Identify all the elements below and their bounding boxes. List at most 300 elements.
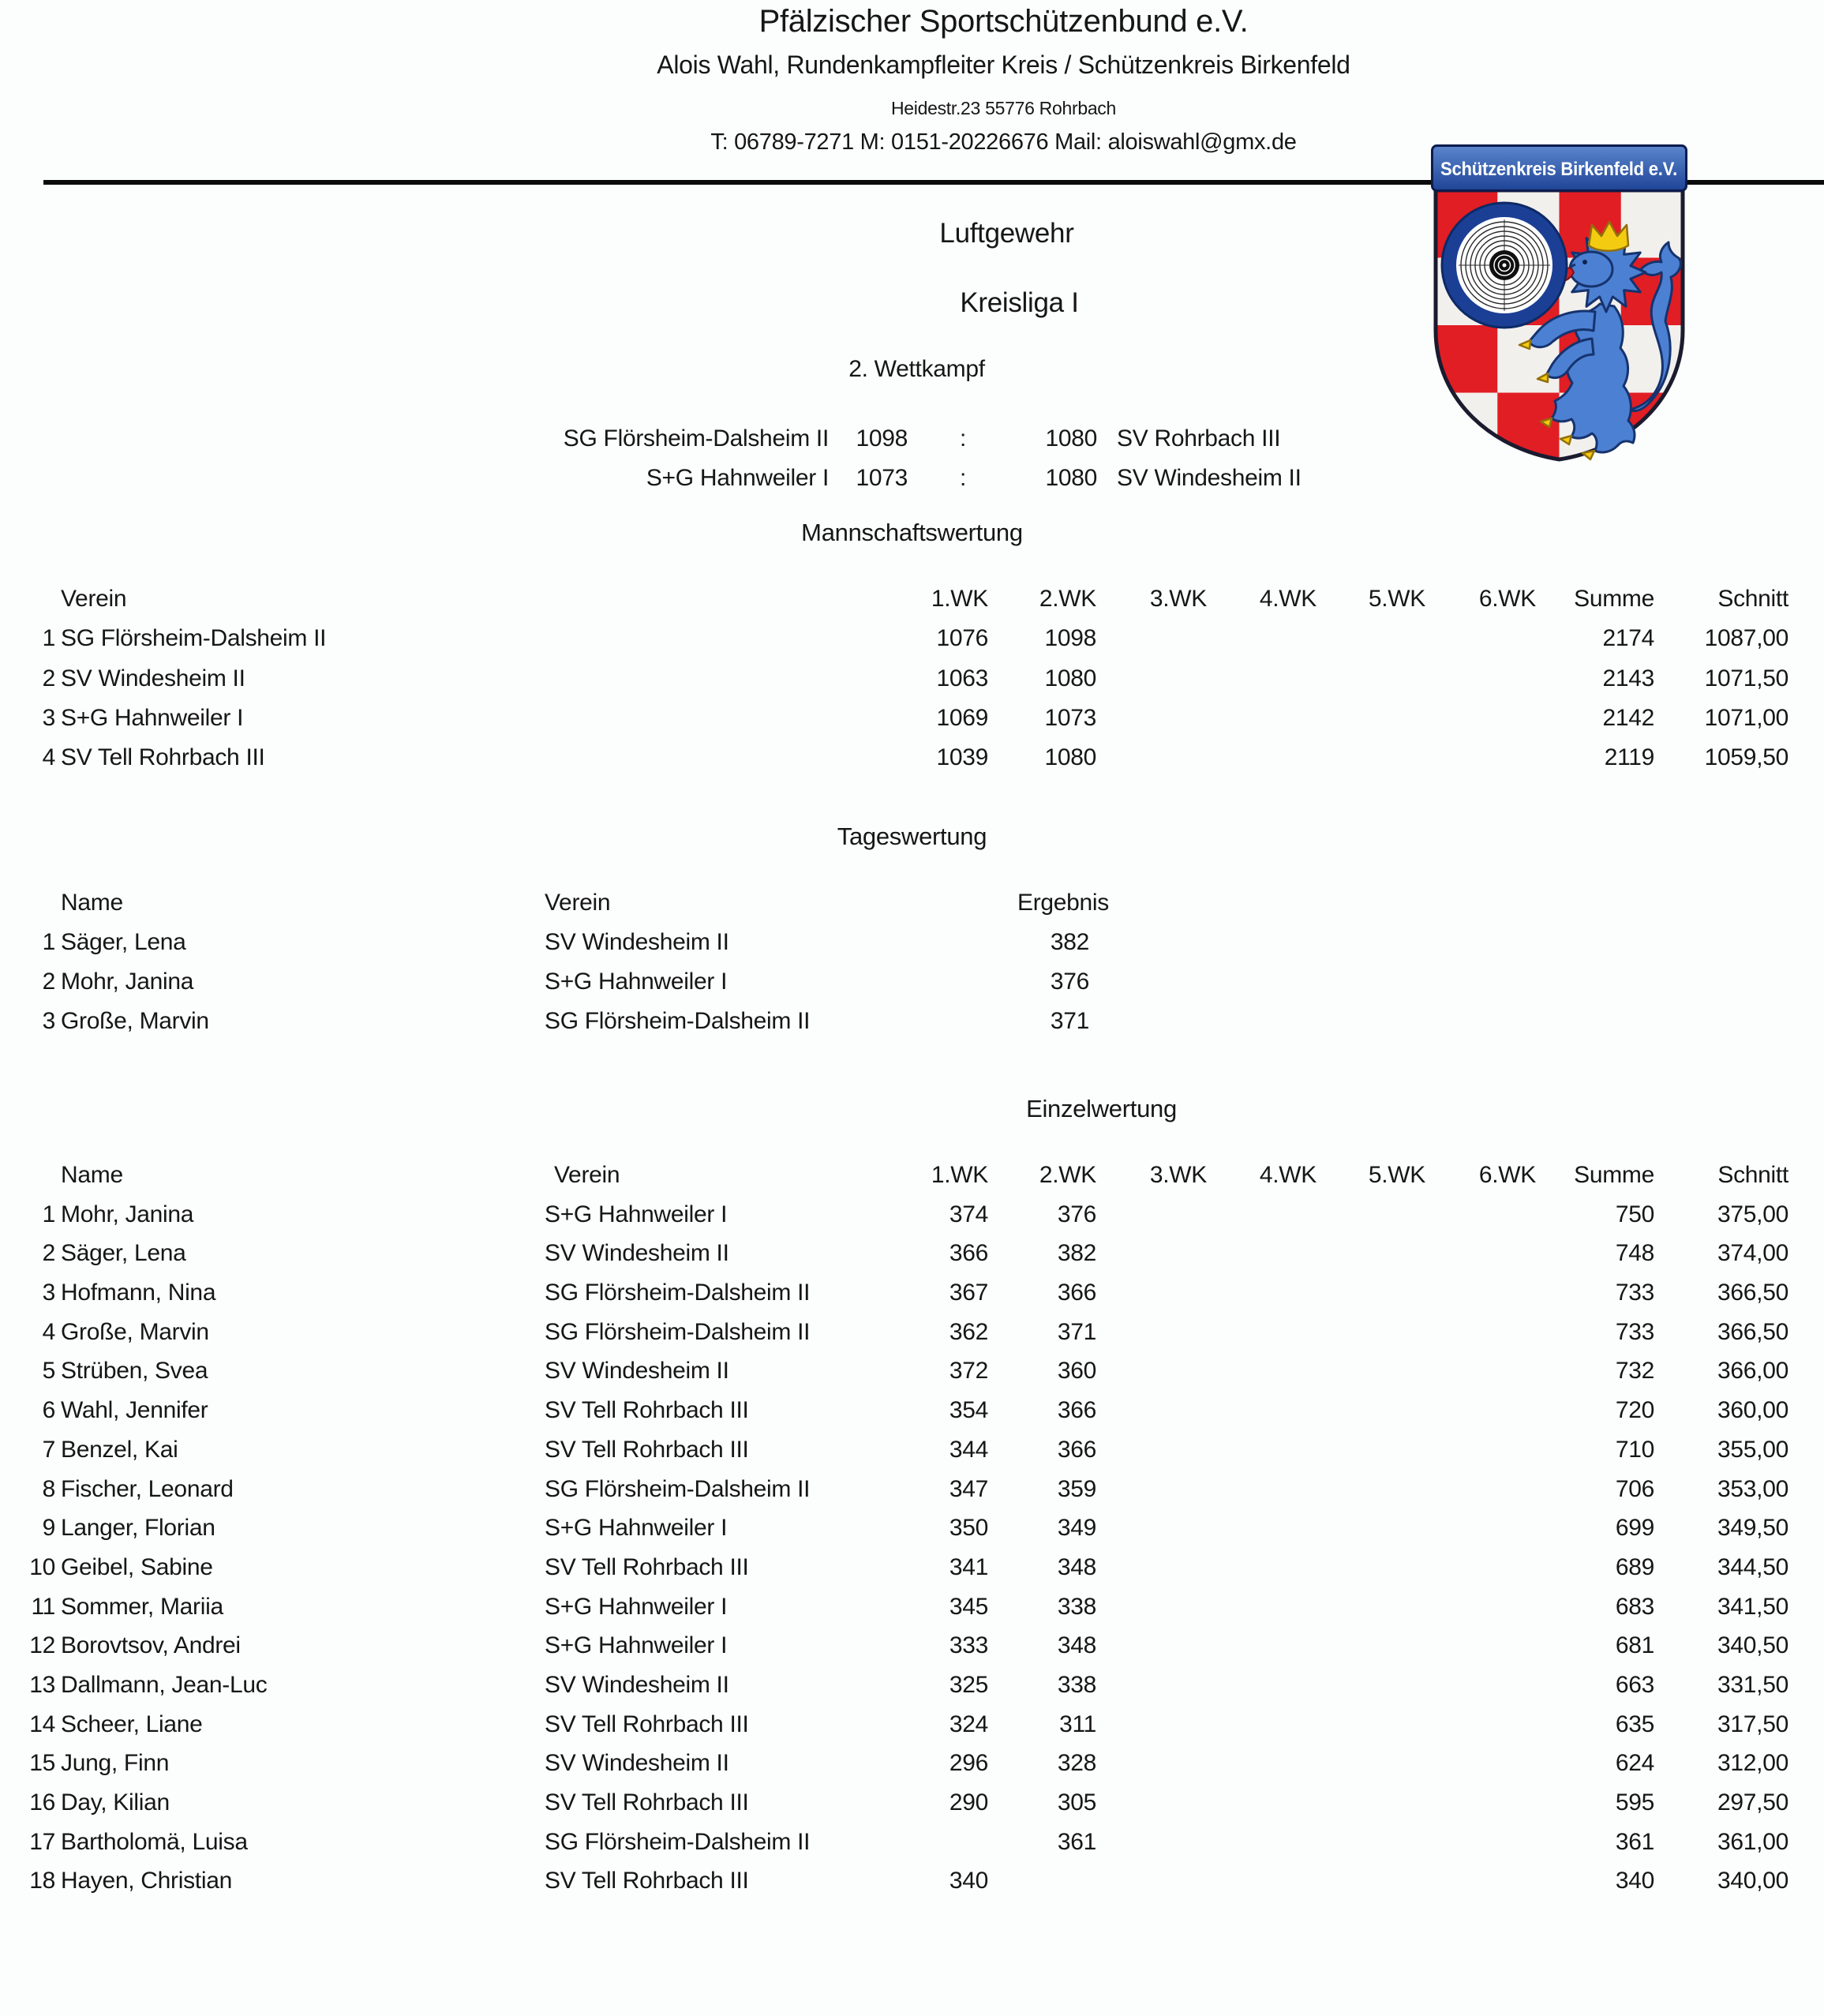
- wk5-cell: [1320, 1508, 1429, 1548]
- wk2-cell: [991, 1861, 1099, 1901]
- org-subtitle: Alois Wahl, Rundenkampfleiter Kreis / Schützenkreis Birkenfeld: [657, 51, 1350, 79]
- wk2-cell: 349: [1057, 1515, 1096, 1542]
- individual-table-row: [0, 1783, 1824, 1823]
- wk3-cell: [1099, 1351, 1210, 1391]
- wk1-cell: 345: [949, 1593, 988, 1620]
- schnitt-cell: 366,00: [1717, 1358, 1788, 1385]
- wk5-cell: [1320, 1234, 1429, 1273]
- wk1-cell: 1069: [936, 704, 988, 731]
- wk3-cell: [1099, 1548, 1210, 1587]
- verein-cell: SG Flörsheim-Dalsheim II: [545, 1318, 811, 1345]
- col-verein: Verein: [554, 1162, 620, 1188]
- wk5-cell: [1320, 1313, 1429, 1352]
- wk5-cell: [1320, 699, 1429, 738]
- summe-cell: 2142: [1602, 704, 1654, 731]
- wk2-cell: 361: [1057, 1828, 1096, 1855]
- wk4-cell: [1210, 1744, 1320, 1783]
- summe-cell: 2174: [1602, 625, 1654, 652]
- col-wk2: 2.WK: [1039, 1162, 1096, 1188]
- org-address: Heidestr.23 55776 Rohrbach: [890, 98, 1116, 118]
- wk4-cell: [1210, 1391, 1320, 1430]
- individual-table-row: [0, 1234, 1824, 1273]
- wk4-cell: [1210, 1861, 1320, 1901]
- schnitt-cell: 341,50: [1717, 1593, 1788, 1620]
- wk4-cell: [1210, 1273, 1320, 1313]
- wk5-cell: [1320, 1626, 1429, 1666]
- wk6-cell: [1429, 1508, 1539, 1548]
- wk2-cell: 359: [1057, 1475, 1096, 1502]
- wk5-cell: [1320, 619, 1429, 658]
- wk6-cell: [1429, 1351, 1539, 1391]
- verein-cell: SV Tell Rohrbach III: [545, 1436, 749, 1463]
- individual-table-row: [0, 1626, 1824, 1666]
- wk2-cell: 305: [1057, 1789, 1096, 1816]
- schnitt-cell: 353,00: [1717, 1475, 1788, 1502]
- summe-cell: 683: [1615, 1593, 1654, 1620]
- schnitt-cell: 366,50: [1717, 1318, 1788, 1345]
- rank-cell: 1: [42, 625, 55, 652]
- verein-cell: SG Flörsheim-Dalsheim II: [545, 1475, 811, 1502]
- verein-cell: SV Windesheim II: [545, 1671, 729, 1698]
- col-wk5: 5.WK: [1368, 1162, 1425, 1188]
- schnitt-cell: 355,00: [1717, 1436, 1788, 1463]
- day-ranking-table: [0, 883, 1824, 1041]
- wk1-cell: 325: [949, 1671, 988, 1698]
- wk2-cell: 366: [1057, 1397, 1096, 1424]
- wk4-cell: [1210, 1313, 1320, 1352]
- team-ranking-heading: Mannschaftswertung: [801, 519, 1023, 546]
- name-cell: Mohr, Janina: [61, 1201, 194, 1227]
- team-table-header: [0, 579, 1824, 619]
- league-title: Kreisliga I: [960, 287, 1079, 318]
- name-cell: Benzel, Kai: [61, 1436, 178, 1463]
- verein-cell: SV Windesheim II: [545, 929, 729, 955]
- wk5-cell: [1320, 1195, 1429, 1235]
- wk3-cell: [1099, 1195, 1210, 1235]
- schnitt-cell: 360,00: [1717, 1397, 1788, 1424]
- wk1-cell: 340: [949, 1868, 988, 1894]
- wk2-cell: 360: [1057, 1358, 1096, 1385]
- match-home-team: SG Flörsheim-Dalsheim II: [563, 425, 829, 452]
- wk4-cell: [1210, 1823, 1320, 1862]
- discipline-title: Luftgewehr: [939, 218, 1074, 249]
- wk6-cell: [1429, 1744, 1539, 1783]
- schnitt-cell: 1087,00: [1704, 625, 1788, 652]
- wk2-cell: 1073: [1044, 704, 1096, 731]
- day-table-body: [0, 923, 1824, 1041]
- club-crest-logo: [1431, 144, 1687, 464]
- wk5-cell: [1320, 738, 1429, 778]
- wk1-cell: 344: [949, 1436, 988, 1463]
- wk4-cell: [1210, 1234, 1320, 1273]
- col-wk4: 4.WK: [1259, 1162, 1317, 1188]
- rank-cell: 8: [42, 1475, 55, 1502]
- wk1-cell: 1063: [936, 665, 988, 691]
- verein-cell: SG Flörsheim-Dalsheim II: [545, 1280, 811, 1306]
- wk1-cell: 362: [949, 1318, 988, 1345]
- wk2-cell: 366: [1057, 1436, 1096, 1463]
- wk1-cell: 1076: [936, 625, 988, 652]
- name-cell: Wahl, Jennifer: [61, 1397, 208, 1424]
- summe-cell: 340: [1615, 1868, 1654, 1894]
- wk2-cell: 338: [1057, 1593, 1096, 1620]
- wk4-cell: [1210, 619, 1320, 658]
- wk6-cell: [1429, 1666, 1539, 1705]
- summe-cell: 635: [1615, 1711, 1654, 1737]
- wk6-cell: [1429, 1705, 1539, 1744]
- wk5-cell: [1320, 1823, 1429, 1862]
- name-cell: Hofmann, Nina: [61, 1280, 216, 1306]
- col-wk6: 6.WK: [1478, 1162, 1536, 1188]
- rank-cell: 17: [29, 1828, 55, 1855]
- wk2-cell: 338: [1057, 1671, 1096, 1698]
- schnitt-cell: 1071,00: [1704, 704, 1788, 731]
- summe-cell: 595: [1615, 1789, 1654, 1816]
- wk6-cell: [1429, 1430, 1539, 1470]
- summe-cell: 733: [1615, 1280, 1654, 1306]
- rank-cell: 9: [42, 1515, 55, 1542]
- individual-table-row: [0, 1508, 1824, 1548]
- col-schnitt: Schnitt: [1717, 586, 1788, 612]
- wk4-cell: [1210, 1430, 1320, 1470]
- wk5-cell: [1320, 1705, 1429, 1744]
- target-emblem: [1442, 203, 1567, 328]
- verein-cell: SV Windesheim II: [61, 665, 245, 691]
- wk5-cell: [1320, 659, 1429, 699]
- individual-table-row: [0, 1705, 1824, 1744]
- wk3-cell: [1099, 1705, 1210, 1744]
- org-contact: T: 06789-7271 M: 0151-20226676 Mail: aloiswahl@gmx.de: [710, 129, 1297, 155]
- summe-cell: 2119: [1604, 744, 1654, 771]
- ergebnis-cell: 376: [1050, 969, 1089, 995]
- verein-cell: SG Flörsheim-Dalsheim II: [545, 1008, 811, 1034]
- name-cell: Große, Marvin: [61, 1318, 209, 1345]
- wk1-cell: 372: [949, 1358, 988, 1385]
- rank-cell: 4: [42, 744, 55, 771]
- rank-cell: 16: [29, 1789, 55, 1816]
- wk5-cell: [1320, 1351, 1429, 1391]
- match-score-separator: :: [959, 465, 967, 491]
- wk1-cell: 354: [949, 1397, 988, 1424]
- summe-cell: 750: [1615, 1201, 1654, 1227]
- wk4-cell: [1210, 1508, 1320, 1548]
- wk2-cell: 348: [1057, 1632, 1096, 1659]
- schnitt-cell: 331,50: [1717, 1671, 1788, 1698]
- rank-cell: 4: [42, 1318, 55, 1345]
- col-name: Name: [61, 890, 123, 916]
- wk6-cell: [1429, 619, 1539, 658]
- summe-cell: 699: [1615, 1515, 1654, 1542]
- summe-cell: 720: [1615, 1397, 1654, 1424]
- wk6-cell: [1429, 1548, 1539, 1587]
- match-home-score: 1098: [856, 425, 908, 452]
- match-home-score: 1073: [856, 465, 908, 491]
- wk1-cell: 350: [949, 1515, 988, 1542]
- wk4-cell: [1210, 1351, 1320, 1391]
- wk6-cell: [1429, 1195, 1539, 1235]
- name-cell: Hayen, Christian: [61, 1868, 232, 1894]
- individual-table-row: [0, 1861, 1824, 1901]
- wk3-cell: [1099, 738, 1210, 778]
- individual-ranking-table: [0, 1156, 1824, 1901]
- wk5-cell: [1320, 1861, 1429, 1901]
- schnitt-cell: 1059,50: [1704, 744, 1788, 771]
- wk3-cell: [1099, 1430, 1210, 1470]
- wk6-cell: [1429, 1391, 1539, 1430]
- wk3-cell: [1099, 1861, 1210, 1901]
- individual-table-row: [0, 1548, 1824, 1587]
- wk6-cell: [1429, 1626, 1539, 1666]
- org-title: Pfälzischer Sportschützenbund e.V.: [758, 4, 1249, 39]
- wk2-cell: 1080: [1044, 744, 1096, 771]
- wk3-cell: [1099, 1508, 1210, 1548]
- individual-table-row: [0, 1587, 1824, 1627]
- wk5-cell: [1320, 1783, 1429, 1823]
- team-table-row: [0, 619, 1824, 658]
- rank-cell: 3: [42, 704, 55, 731]
- day-table-row: [0, 923, 1824, 962]
- verein-cell: SV Windesheim II: [545, 1750, 729, 1777]
- summe-cell: 681: [1615, 1632, 1654, 1659]
- rank-cell: 3: [42, 1008, 55, 1034]
- name-cell: Große, Marvin: [61, 1008, 209, 1034]
- wk2-cell: 311: [1059, 1711, 1096, 1737]
- name-cell: Strüben, Svea: [61, 1358, 208, 1385]
- rank-cell: 2: [42, 665, 55, 691]
- individual-table-row: [0, 1823, 1824, 1862]
- individual-table-row: [0, 1470, 1824, 1509]
- wk6-cell: [1429, 1823, 1539, 1862]
- schnitt-cell: 361,00: [1717, 1828, 1788, 1855]
- rank-cell: 12: [29, 1632, 55, 1659]
- wk5-cell: [1320, 1666, 1429, 1705]
- summe-cell: 663: [1615, 1671, 1654, 1698]
- rank-cell: 5: [42, 1358, 55, 1385]
- schnitt-cell: 297,50: [1717, 1789, 1788, 1816]
- rank-cell: 2: [42, 969, 55, 995]
- wk2-cell: 371: [1057, 1318, 1096, 1345]
- day-table-header: [0, 883, 1824, 923]
- name-cell: Geibel, Sabine: [61, 1553, 213, 1580]
- col-summe: Summe: [1574, 1162, 1654, 1188]
- rank-cell: 13: [29, 1671, 55, 1698]
- wk3-cell: [1099, 1666, 1210, 1705]
- wk3-cell: [1099, 1313, 1210, 1352]
- verein-cell: SG Flörsheim-Dalsheim II: [545, 1828, 811, 1855]
- rank-cell: 1: [42, 1201, 55, 1227]
- verein-cell: SV Tell Rohrbach III: [545, 1553, 749, 1580]
- col-verein: Verein: [545, 890, 611, 916]
- wk6-cell: [1429, 1783, 1539, 1823]
- schnitt-cell: 349,50: [1717, 1515, 1788, 1542]
- individual-table-row: [0, 1195, 1824, 1235]
- wk4-cell: [1210, 1666, 1320, 1705]
- col-wk2: 2.WK: [1039, 586, 1096, 612]
- verein-cell: SV Tell Rohrbach III: [545, 1868, 749, 1894]
- summe-cell: 732: [1615, 1358, 1654, 1385]
- match-away-score: 1080: [1045, 465, 1097, 491]
- col-wk3: 3.WK: [1149, 586, 1207, 612]
- name-cell: Fischer, Leonard: [61, 1475, 234, 1502]
- wk5-cell: [1320, 1587, 1429, 1627]
- match-score-separator: :: [959, 425, 967, 452]
- crest-banner: [1433, 146, 1687, 191]
- wk4-cell: [1210, 699, 1320, 738]
- wk3-cell: [1099, 699, 1210, 738]
- wk3-cell: [1099, 619, 1210, 658]
- summe-cell: 361: [1615, 1828, 1654, 1855]
- summe-cell: 689: [1615, 1553, 1654, 1580]
- wk1-cell: [904, 1823, 991, 1862]
- wk4-cell: [1210, 1783, 1320, 1823]
- wk1-cell: 341: [949, 1553, 988, 1580]
- wk4-cell: [1210, 1195, 1320, 1235]
- name-cell: Borovtsov, Andrei: [61, 1632, 241, 1659]
- verein-cell: SV Tell Rohrbach III: [61, 744, 265, 771]
- name-cell: Mohr, Janina: [61, 969, 194, 995]
- schnitt-cell: 317,50: [1717, 1711, 1788, 1737]
- schnitt-cell: 1071,50: [1704, 665, 1788, 691]
- rank-cell: 15: [29, 1750, 55, 1777]
- name-cell: Dallmann, Jean-Luc: [61, 1671, 268, 1698]
- schnitt-cell: 340,00: [1717, 1868, 1788, 1894]
- day-table-row: [0, 1002, 1824, 1041]
- individual-table-row: [0, 1430, 1824, 1470]
- name-cell: Scheer, Liane: [61, 1711, 203, 1737]
- rank-cell: 2: [42, 1240, 55, 1267]
- ergebnis-cell: 382: [1050, 929, 1089, 955]
- wk6-cell: [1429, 699, 1539, 738]
- wk4-cell: [1210, 1705, 1320, 1744]
- rank-cell: 1: [42, 929, 55, 955]
- col-wk6: 6.WK: [1478, 586, 1536, 612]
- summe-cell: 710: [1615, 1436, 1654, 1463]
- verein-cell: S+G Hahnweiler I: [545, 969, 728, 995]
- schnitt-cell: 374,00: [1717, 1240, 1788, 1267]
- team-table-body: [0, 619, 1824, 778]
- match-away-team: SV Rohrbach III: [1117, 425, 1281, 452]
- wk6-cell: [1429, 738, 1539, 778]
- verein-cell: SV Tell Rohrbach III: [545, 1711, 749, 1737]
- name-cell: Sommer, Mariia: [61, 1593, 223, 1620]
- name-cell: Bartholomä, Luisa: [61, 1828, 248, 1855]
- rank-cell: 14: [29, 1711, 55, 1737]
- col-summe: Summe: [1574, 586, 1654, 612]
- wk6-cell: [1429, 1470, 1539, 1509]
- name-cell: Langer, Florian: [61, 1515, 215, 1542]
- wk3-cell: [1099, 1783, 1210, 1823]
- wk6-cell: [1429, 1861, 1539, 1901]
- wk5-cell: [1320, 1430, 1429, 1470]
- wk4-cell: [1210, 1587, 1320, 1627]
- wk2-cell: 348: [1057, 1553, 1096, 1580]
- wk2-cell: 1098: [1044, 625, 1096, 652]
- schnitt-cell: 344,50: [1717, 1553, 1788, 1580]
- wk3-cell: [1099, 1470, 1210, 1509]
- wk4-cell: [1210, 1548, 1320, 1587]
- round-title: 2. Wettkampf: [848, 356, 985, 382]
- wk5-cell: [1320, 1470, 1429, 1509]
- individual-table-row: [0, 1273, 1824, 1313]
- match-row: [0, 459, 1824, 498]
- col-verein: Verein: [61, 586, 127, 612]
- wk6-cell: [1429, 1273, 1539, 1313]
- team-table-row: [0, 699, 1824, 738]
- col-wk5: 5.WK: [1368, 586, 1425, 612]
- verein-cell: S+G Hahnweiler I: [61, 704, 244, 731]
- rank-cell: 6: [42, 1397, 55, 1424]
- wk1-cell: 1039: [936, 744, 988, 771]
- individual-table-row: [0, 1351, 1824, 1391]
- wk6-cell: [1429, 1313, 1539, 1352]
- wk4-cell: [1210, 738, 1320, 778]
- wk2-cell: 1080: [1044, 665, 1096, 691]
- verein-cell: SV Windesheim II: [545, 1358, 729, 1385]
- individual-table-row: [0, 1744, 1824, 1783]
- wk6-cell: [1429, 1234, 1539, 1273]
- wk1-cell: 367: [949, 1280, 988, 1306]
- rank-cell: 7: [42, 1436, 55, 1463]
- wk5-cell: [1320, 1273, 1429, 1313]
- match-away-team: SV Windesheim II: [1117, 465, 1302, 491]
- individual-table-row: [0, 1666, 1824, 1705]
- individual-table-body: [0, 1195, 1824, 1901]
- schnitt-cell: 340,50: [1717, 1632, 1788, 1659]
- team-ranking-table: [0, 579, 1824, 778]
- summe-cell: 748: [1615, 1240, 1654, 1267]
- verein-cell: S+G Hahnweiler I: [545, 1593, 728, 1620]
- wk1-cell: 296: [949, 1750, 988, 1777]
- ergebnis-cell: 371: [1050, 1008, 1089, 1034]
- wk1-cell: 374: [949, 1201, 988, 1227]
- schnitt-cell: 312,00: [1717, 1750, 1788, 1777]
- wk1-cell: 290: [949, 1789, 988, 1816]
- day-table-row: [0, 962, 1824, 1002]
- wk6-cell: [1429, 1587, 1539, 1627]
- wk3-cell: [1099, 1234, 1210, 1273]
- wk3-cell: [1099, 1391, 1210, 1430]
- name-cell: Day, Kilian: [61, 1789, 170, 1816]
- verein-cell: S+G Hahnweiler I: [545, 1632, 728, 1659]
- wk2-cell: 382: [1057, 1240, 1096, 1267]
- verein-cell: S+G Hahnweiler I: [545, 1201, 728, 1227]
- col-wk3: 3.WK: [1149, 1162, 1207, 1188]
- wk4-cell: [1210, 1470, 1320, 1509]
- name-cell: Säger, Lena: [61, 1240, 186, 1267]
- wk4-cell: [1210, 1626, 1320, 1666]
- schnitt-cell: 375,00: [1717, 1201, 1788, 1227]
- individual-table-row: [0, 1313, 1824, 1352]
- crest-banner-text: Schützenkreis Birkenfeld e.V.: [1440, 159, 1677, 180]
- wk1-cell: 366: [949, 1240, 988, 1267]
- match-away-score: 1080: [1045, 425, 1097, 452]
- rank-cell: 10: [29, 1553, 55, 1580]
- name-cell: Jung, Finn: [61, 1750, 170, 1777]
- verein-cell: S+G Hahnweiler I: [545, 1515, 728, 1542]
- rank-cell: 11: [31, 1593, 55, 1620]
- wk3-cell: [1099, 1626, 1210, 1666]
- wk1-cell: 324: [949, 1711, 988, 1737]
- col-wk1: 1.WK: [931, 1162, 988, 1188]
- col-ergebnis: Ergebnis: [1017, 890, 1109, 916]
- schnitt-cell: 366,50: [1717, 1280, 1788, 1306]
- wk6-cell: [1429, 659, 1539, 699]
- col-schnitt: Schnitt: [1717, 1162, 1788, 1188]
- summe-cell: 2143: [1602, 665, 1654, 691]
- col-wk4: 4.WK: [1259, 586, 1317, 612]
- wk3-cell: [1099, 1273, 1210, 1313]
- wk2-cell: 328: [1057, 1750, 1096, 1777]
